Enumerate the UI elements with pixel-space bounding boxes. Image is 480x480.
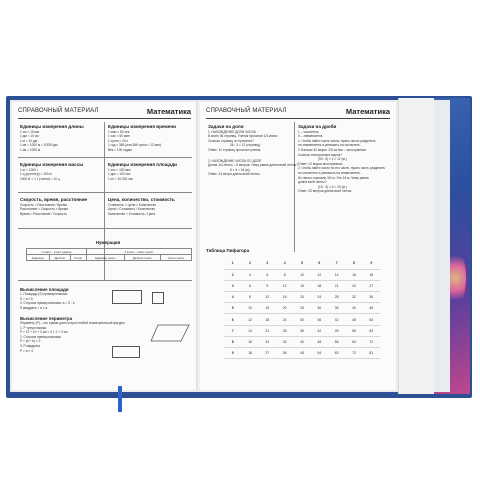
area-line: S квадрата = a × a: [20, 305, 48, 310]
speed-block: [20, 197, 102, 216]
perimeter-rectangle-figure: [112, 346, 140, 358]
area-line: 1. Площадь (S) прямоугольника: [20, 292, 68, 296]
fractions-line: У Наташи 30 марок. 2/5 из них – иностранные.: [298, 147, 367, 152]
pythagoras-cell: 64: [345, 336, 362, 347]
pythagoras-cell: 49: [328, 325, 345, 336]
pythagoras-cell: 24: [259, 336, 276, 347]
fractions-title: Задачи на дроби: [298, 124, 337, 129]
pythagoras-cell: 54: [363, 314, 380, 325]
pythagoras-cell: 72: [363, 336, 380, 347]
pythagoras-row: [224, 314, 380, 325]
block-line: Количество = Стоимость / Цена: [108, 211, 156, 216]
pythagoras-cell: 20: [276, 303, 293, 314]
time-units-block: [108, 124, 176, 153]
pythagoras-cell: 48: [311, 336, 328, 347]
pythagoras-cell: 40: [345, 303, 362, 314]
block-line: Время = Расстояние / Скорость: [20, 211, 67, 216]
block-title: Цена, количество, стоимость: [108, 197, 175, 202]
price-block: [108, 197, 192, 216]
pythagoras-cell: 5: [224, 303, 241, 314]
pythagoras-cell: 8: [224, 336, 241, 347]
block-line: Цена = Стоимость / Количество: [108, 207, 156, 212]
pythagoras-cell: 9: [224, 348, 241, 359]
area-title: Вычисление площади: [20, 287, 69, 292]
fractions-line: Ответ: 12 марок иностранные.: [298, 161, 344, 166]
fractions-line: (30 : 5) × 2 = 12 (м.): [318, 157, 347, 162]
pythagoras-cell: 45: [363, 303, 380, 314]
fractions-line: (15 : 3) × 4 = 20 (м.): [318, 184, 347, 189]
block-line: 1 м² = 10 000 см²: [108, 176, 134, 181]
block-line: 1 мин = 60 сек: [108, 129, 130, 134]
numbering-class: II класс – класс тысяч: [86, 249, 191, 255]
pythagoras-row: [224, 280, 380, 291]
header-subject: Математика: [345, 107, 390, 116]
ribbon-bookmark: [118, 386, 122, 412]
pythagoras-cell: 63: [363, 325, 380, 336]
block-line: 1 дм² = 100 см²: [108, 172, 131, 177]
pythagoras-cell: 30: [293, 314, 310, 325]
fractions-line: на знаменатель и умножить на числитель.: [298, 143, 361, 148]
fractions-line: Из ленты отрезали 3/4 м. Это 15 м. Чему равна: [298, 175, 369, 180]
pythagoras-cell: 10: [293, 269, 310, 280]
block-line: 1 сутки = 24 ч: [108, 138, 129, 143]
numbering-cell: Сотни тысяч: [160, 255, 191, 261]
pythagoras-cell: 4: [224, 292, 241, 303]
pythagoras-cell: 2: [224, 269, 241, 280]
parts-line: 6 × 4 = 24 (м).: [230, 167, 251, 172]
pythagoras-cell: 27: [363, 280, 380, 291]
pythagoras-cell: 24: [276, 314, 293, 325]
block-title: Единицы измерения времени: [108, 124, 176, 129]
area-line: S = a × b: [20, 296, 33, 301]
block-line: 1 м = 10 дм: [20, 138, 37, 143]
block-title: Единицы измерения массы: [20, 162, 84, 167]
header-label: СПРАВОЧНЫЙ МАТЕРИАЛ: [206, 108, 287, 114]
pythagoras-cell: 32: [345, 292, 362, 303]
pythagoras-cell: 6: [241, 280, 258, 291]
perimeter-line: P = a × 4: [20, 348, 33, 353]
fractions-line: Ответ: 20 метров длина всей ленты.: [298, 189, 353, 194]
pythagoras-cell: 25: [293, 303, 310, 314]
block-line: 1 год = 365 (или 366 сутки = 12 мес): [108, 143, 162, 148]
pythagoras-cell: 7: [224, 325, 241, 336]
area-units-block: [108, 162, 177, 181]
block-line: 1000 кг = 1 т (тонна) = 10 ц: [20, 176, 60, 181]
row-divider: [18, 192, 192, 193]
pythagoras-cell: 35: [293, 325, 310, 336]
fractions-line: 2. Чтобы найти число по его части, нужно часть разделить: [298, 166, 386, 171]
fractions-line: 1 – числитель: [298, 129, 319, 134]
row-divider: [18, 280, 192, 281]
pythagoras-cell: 36: [363, 292, 380, 303]
perimeter-line: P = (a + b) × 2: [20, 339, 41, 344]
pythagoras-cell: 40: [293, 336, 310, 347]
fractions-block: [298, 124, 385, 194]
pythagoras-row: [224, 348, 380, 359]
numbering-title: Нумерация: [95, 240, 121, 245]
pythagoras-cell: 20: [293, 292, 310, 303]
pythagoras-cell: 21: [328, 280, 345, 291]
pythagoras-cell: 14: [328, 269, 345, 280]
page-header: [206, 107, 390, 119]
area-calc-block: [20, 287, 75, 310]
right-page: [200, 102, 396, 390]
pythagoras-cell: 8: [241, 292, 258, 303]
perimeter-line: 2. Сторона прямоугольника: [20, 334, 61, 339]
fractions-line: длина всей ленты?: [298, 180, 327, 185]
block-line: Расстояние = Скорость × Время: [20, 207, 68, 212]
pythagoras-row: [224, 269, 380, 280]
header-subject: Математика: [146, 107, 191, 116]
fractions-line: Сколько иностранных марок?: [298, 152, 342, 157]
pythagoras-cell: 42: [311, 325, 328, 336]
pythagoras-row: [224, 258, 380, 269]
pythagoras-cell: 6: [311, 258, 328, 269]
pythagoras-cell: 6: [224, 314, 241, 325]
header-label: СПРАВОЧНЫЙ МАТЕРИАЛ: [18, 108, 99, 114]
parts-line: В книге 36 страниц. Ученик прочитал 1/3 книги.: [208, 134, 278, 139]
pythagoras-cell: 18: [241, 348, 258, 359]
page-edge: [398, 98, 434, 394]
pythagoras-cell: 3: [224, 280, 241, 291]
pythagoras-cell: 18: [311, 280, 328, 291]
parts-line: Ответ: 24 метра длина всей ленты.: [208, 172, 261, 177]
pythagoras-cell: 81: [363, 348, 380, 359]
numbering-table: [26, 248, 192, 261]
row-divider: [18, 228, 192, 229]
pythagoras-cell: 6: [259, 269, 276, 280]
block-title: Скорость, время, расстояние: [20, 197, 88, 202]
pythagoras-cell: 9: [259, 280, 276, 291]
pythagoras-cell: 21: [259, 325, 276, 336]
pythagoras-cell: 9: [363, 258, 380, 269]
pythagoras-cell: 8: [345, 258, 362, 269]
row-divider: [18, 157, 192, 158]
parts-problems-block: [208, 124, 298, 177]
pythagoras-cell: 54: [311, 348, 328, 359]
block-line: 1 час = 60 мин: [108, 134, 130, 139]
pythagoras-cell: 28: [276, 325, 293, 336]
pythagoras-cell: 35: [328, 303, 345, 314]
pythagoras-cell: 18: [259, 314, 276, 325]
mass-units-block: [20, 162, 83, 181]
pythagoras-cell: 42: [328, 314, 345, 325]
parts-line: 2. НАХОЖДЕНИЕ ЧИСЛА ПО ДОЛЕ: [208, 158, 262, 163]
rectangle-figure: [112, 290, 142, 304]
pythagoras-cell: 45: [293, 348, 310, 359]
square-figure: [152, 292, 164, 304]
pythagoras-cell: 28: [328, 292, 345, 303]
parts-line: 1. НАХОЖДЕНИЕ ДОЛИ ЧИСЛА: [208, 129, 256, 134]
pythagoras-cell: 10: [241, 303, 258, 314]
numbering-class: 1 класс – класс единиц: [27, 249, 87, 255]
area-line: 2. Сторона прямоугольника: a = S : b: [20, 301, 75, 306]
numbering-cell: Десятки: [50, 255, 71, 261]
pythagoras-cell: 4: [241, 269, 258, 280]
block-title: Единицы измерения площади: [108, 162, 177, 167]
page-header: [18, 107, 191, 119]
pythagoras-cell: 12: [259, 292, 276, 303]
block-line: Скорость = Расстояние / Время: [20, 202, 67, 207]
pythagoras-row: [224, 292, 380, 303]
numbering-cell: Единицы тысяч: [86, 255, 124, 261]
block-line: Стоимость = Цена × Количество: [108, 202, 157, 207]
block-line: 1 кг = 1000 г: [20, 167, 38, 172]
pythagoras-cell: 7: [328, 258, 345, 269]
perimeter-line: P = 12 + 10 + 3 см = 4 + 2 + 3 см: [20, 330, 68, 335]
numbering-cell: Сотни: [70, 255, 86, 261]
pythagoras-cell: 32: [276, 336, 293, 347]
pythagoras-cell: 5: [293, 258, 310, 269]
pythagoras-cell: 27: [259, 348, 276, 359]
perimeter-title: Вычисление периметра: [20, 316, 73, 321]
pythagoras-cell: 12: [276, 280, 293, 291]
pythagoras-cell: 15: [293, 280, 310, 291]
pythagoras-cell: 24: [345, 280, 362, 291]
fractions-line: на числитель и умножить на знаменатель.: [298, 170, 361, 175]
pythagoras-title: Таблица Пифагора: [206, 248, 250, 253]
pythagoras-cell: 56: [328, 336, 345, 347]
perimeter-line: Периметр (P) – это сумма длин сторон любой геометрической фигуры.: [20, 321, 126, 325]
parts-line: Длина 1/4 ленты – 6 метров. Чему равна длина всей ленты?: [208, 163, 298, 168]
pythagoras-cell: 16: [276, 292, 293, 303]
pythagoras-cell: 2: [241, 258, 258, 269]
pythagoras-cell: 1: [224, 258, 241, 269]
pythagoras-row: [224, 325, 380, 336]
pythagoras-cell: 24: [311, 292, 328, 303]
block-line: 1 дм = 10 см: [20, 134, 39, 139]
block-line: 1 км = 1000 м: [20, 147, 41, 152]
pythagoras-cell: 30: [311, 303, 328, 314]
pythagoras-cell: 63: [328, 348, 345, 359]
block-line: 1 ц (центнер) = 100 кг: [20, 172, 52, 177]
parts-line: Сколько страниц он прочитал?: [208, 138, 254, 143]
pythagoras-cell: 3: [259, 258, 276, 269]
pythagoras-table: [224, 258, 380, 359]
pythagoras-cell: 12: [241, 314, 258, 325]
parts-title: Задачи на доли: [208, 124, 244, 129]
perimeter-line: 3. P квадрата: [20, 343, 40, 348]
block-line: 1 см² = 100 мм²: [108, 167, 131, 172]
block-line: 1 км = 1000 м = 10000 дм: [20, 143, 58, 148]
pythagoras-cell: 14: [241, 325, 258, 336]
pythagoras-cell: 16: [345, 269, 362, 280]
pythagoras-row: [224, 303, 380, 314]
parts-line: 36 : 3 = 12 (страниц).: [230, 143, 262, 148]
pythagoras-cell: 15: [259, 303, 276, 314]
pythagoras-cell: 36: [276, 348, 293, 359]
pythagoras-cell: 72: [345, 348, 362, 359]
pythagoras-cell: 12: [311, 269, 328, 280]
fractions-line: 1. Чтобы найти часть числа, нужно число разделить: [298, 138, 376, 143]
pythagoras-cell: 8: [276, 269, 293, 280]
length-units-block: [20, 124, 84, 153]
block-title: Единицы измерения длины: [20, 124, 84, 129]
parts-line: Ответ: 12 страниц прочитал ученик.: [208, 147, 262, 152]
parallelogram-figure: [150, 324, 190, 342]
block-line: 1 см = 10 мм: [20, 129, 39, 134]
perimeter-line: 1. P треугольника: [20, 325, 47, 330]
block-line: Век = 100 годам: [108, 147, 132, 152]
numbering-cell: Единицы: [27, 255, 50, 261]
pythagoras-cell: 18: [363, 269, 380, 280]
pythagoras-cell: 4: [276, 258, 293, 269]
left-page: [12, 102, 198, 390]
numbering-cell: Десятки тысяч: [124, 255, 160, 261]
pythagoras-cell: 48: [345, 314, 362, 325]
pythagoras-cell: 36: [311, 314, 328, 325]
pythagoras-cell: 56: [345, 325, 362, 336]
pythagoras-row: [224, 336, 380, 347]
pythagoras-cell: 16: [241, 336, 258, 347]
fractions-line: 5 – знаменатель: [298, 134, 323, 139]
